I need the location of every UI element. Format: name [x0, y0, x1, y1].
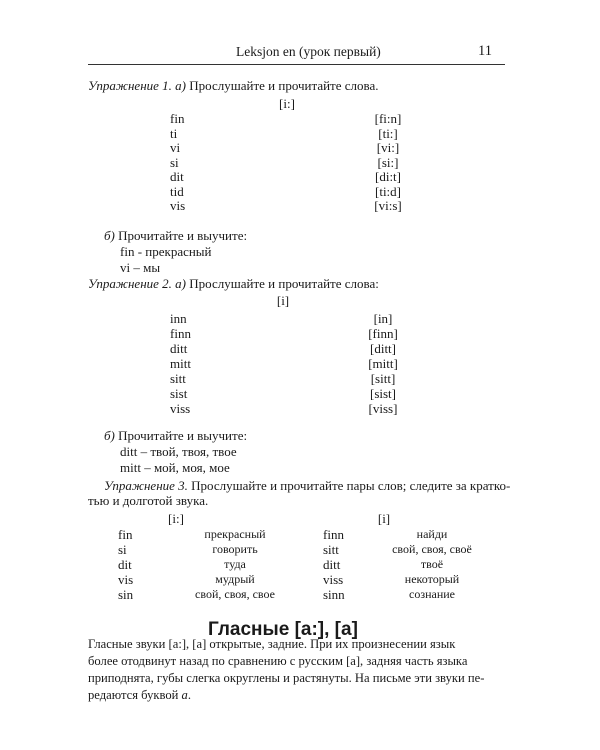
paragraph-letter: a	[181, 688, 188, 702]
exercise-2-sound: [i]	[276, 293, 290, 308]
exercise-2-title	[88, 276, 379, 292]
word: fin	[170, 111, 185, 126]
meaning-short: некоторый	[404, 572, 460, 586]
vocab-line: mitt – мой, моя, мое	[120, 460, 230, 475]
running-title: Leksjon en (урок первый)	[236, 44, 381, 59]
word-short: finn	[323, 527, 344, 542]
word-long: dit	[118, 557, 132, 572]
transcription: [vi:s]	[374, 198, 402, 213]
transcription: [mitt]	[368, 356, 398, 371]
word: tid	[170, 183, 184, 199]
meaning-short: свой, своя, своё	[392, 542, 472, 556]
exercise-2b-title	[104, 428, 247, 444]
exercise-2b-label: б)	[104, 428, 115, 443]
meaning-long: говорить	[212, 542, 258, 556]
section-heading: Гласные [a:], [a]	[208, 619, 358, 640]
exercise-2b-instruction: Прочитайте и выучите:	[114, 428, 248, 443]
header-rule	[88, 64, 505, 65]
word-short: ditt	[323, 557, 341, 572]
meaning-short: найди	[416, 527, 448, 541]
exercise-3-label: Упражнение 3.	[104, 478, 188, 493]
meaning-short: сознание	[409, 587, 455, 601]
word-short: sinn	[323, 587, 345, 602]
word: ti	[170, 125, 178, 141]
word: finn	[170, 326, 191, 341]
exercise-3-title	[104, 478, 510, 494]
word: si	[170, 154, 179, 170]
word-long: sin	[118, 587, 134, 602]
word: sist	[170, 386, 188, 401]
word-long: fin	[118, 527, 133, 542]
word: sitt	[170, 371, 186, 386]
meaning-long: мудрый	[215, 572, 255, 586]
transcription: [ti:]	[378, 125, 398, 141]
paragraph-line: приподнята, губы слегка округлены и растянуты. На письме эти звуки пе-	[88, 671, 485, 685]
word: dit	[170, 169, 184, 184]
transcription: [viss]	[368, 401, 398, 416]
word-short: sitt	[323, 542, 339, 557]
word: vi	[170, 140, 181, 155]
vocab-line: vi – мы	[120, 260, 161, 275]
meaning-long: свой, своя, свое	[195, 587, 275, 601]
exercise-2-instruction: Прослушайте и прочитайте слова:	[186, 276, 379, 291]
word: inn	[170, 311, 187, 326]
word: viss	[170, 401, 191, 416]
exercise-3-sound-long: [i:]	[168, 511, 184, 526]
transcription: [finn]	[368, 326, 398, 341]
meaning-long: прекрасный	[204, 527, 266, 541]
exercise-1b-instruction: Прочитайте и выучите:	[114, 228, 248, 243]
meaning-short: твоё	[420, 557, 444, 571]
word: mitt	[170, 356, 191, 371]
word-short: viss	[323, 572, 344, 587]
vocab-line: ditt – твой, твоя, твое	[120, 444, 237, 459]
word: ditt	[170, 341, 188, 356]
paragraph-period: .	[187, 688, 191, 702]
paragraph-line: более отодвинут назад по сравнению с русским [а], задняя часть языка	[88, 654, 468, 668]
exercise-1-label: Упражнение 1. а)	[88, 78, 186, 93]
word: vis	[170, 198, 186, 213]
exercise-1b-title	[104, 228, 247, 244]
exercise-1-instruction: Прослушайте и прочитайте слова.	[186, 78, 379, 93]
word-long: vis	[118, 572, 134, 587]
exercise-3-title-continued: тью и долготой звука.	[88, 493, 209, 508]
paragraph-line-last	[88, 688, 528, 703]
transcription: [sist]	[370, 386, 396, 401]
paragraph-line: Гласные звуки [a:], [a] открытые, задние. При их произнесении язык	[88, 637, 456, 651]
transcription: [ti:d]	[375, 183, 401, 199]
meaning-long: туда	[224, 557, 246, 571]
exercise-1b-label: б)	[104, 228, 115, 243]
page-number: 11	[478, 43, 492, 59]
word-long: si	[118, 542, 127, 557]
transcription: [si:]	[377, 154, 399, 170]
transcription: [ditt]	[370, 341, 396, 356]
exercise-3-instruction: Прослушайте и прочитайте пары слов; следите за кратко-	[187, 478, 511, 493]
transcription: [di:t]	[375, 169, 401, 184]
transcription: [vi:]	[376, 140, 400, 155]
exercise-2-label: Упражнение 2. а)	[88, 276, 186, 291]
exercise-1-sound: [i:]	[279, 96, 295, 111]
exercise-1-title	[88, 78, 379, 94]
transcription: [sitt]	[370, 371, 396, 386]
paragraph-text: редаются буквой	[88, 688, 182, 702]
vocab-line: fin - прекрасный	[120, 244, 212, 259]
exercise-3-sound-short: [i]	[377, 511, 391, 526]
transcription: [in]	[373, 311, 393, 326]
transcription: [fi:n]	[374, 111, 402, 126]
